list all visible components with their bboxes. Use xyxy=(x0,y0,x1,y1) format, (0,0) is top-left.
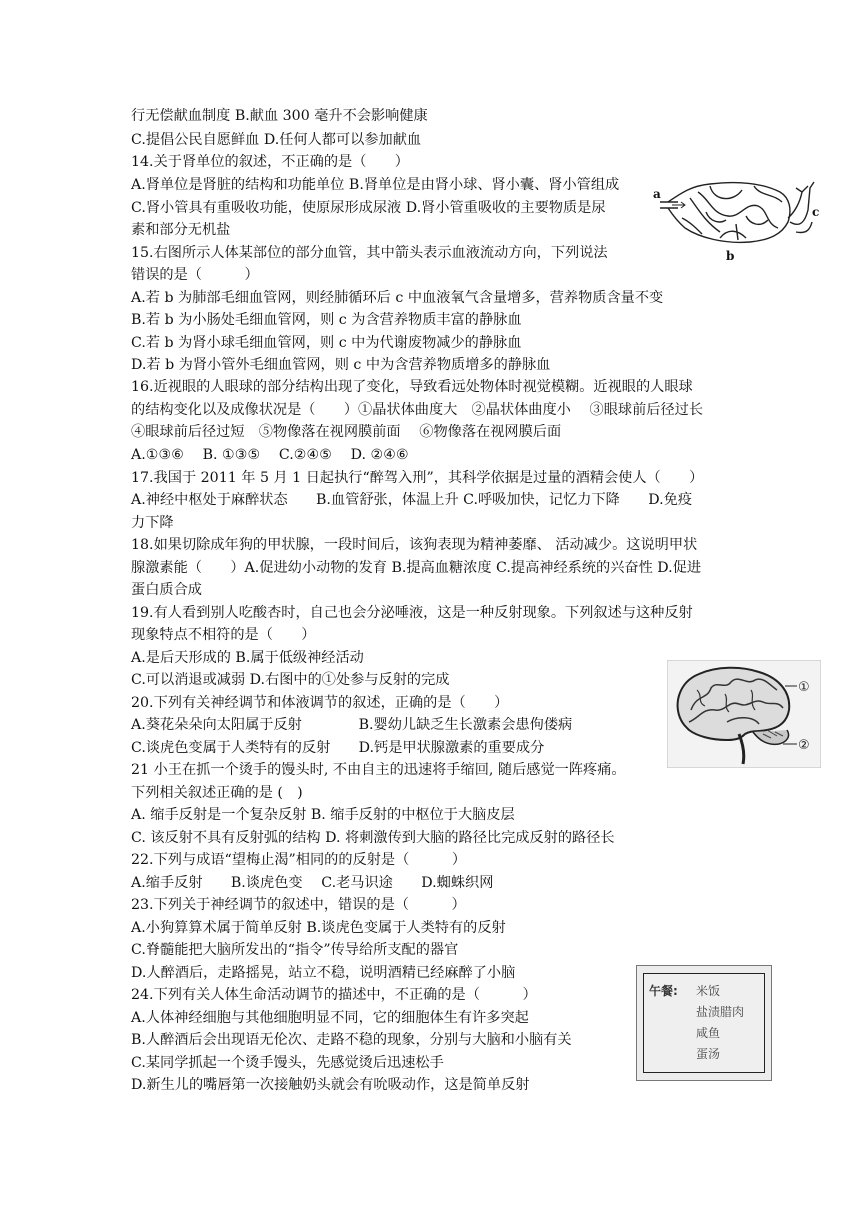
text-line: A.缩手反射 B.谈虎色变 C.老马识途 D.蜘蛛织网 xyxy=(131,875,494,891)
text-line: 15.右图所示人体某部位的部分血管，其中箭头表示血液流动方向，下列说法 xyxy=(131,245,608,261)
text-line: 23.下列关于神经调节的叙述中，错误的是（ ） xyxy=(131,897,466,913)
text-line: 蛋白质合成 xyxy=(131,582,202,598)
text-line: A.肾单位是肾脏的结构和功能单位 B.肾单位是由肾小球、肾小囊、肾小管组成 xyxy=(131,177,620,193)
text-line: 17.我国于 2011 年 5 月 1 日起执行“醉驾入刑”，其科学依据是过量的酒精会使人（ ） xyxy=(131,470,704,486)
text-line: 现象特点不相符的是（ ） xyxy=(131,627,316,643)
brain-figure xyxy=(667,660,821,768)
text-line: A.若 b 为肺部毛细血管网，则经肺循环后 c 中血液氧气含量增多，营养物质含量不变 xyxy=(131,290,664,306)
label-b: b xyxy=(726,249,735,263)
menu-item: 蛋汤 xyxy=(696,1047,721,1061)
lunch-menu-card xyxy=(643,973,765,1073)
text-line: A.是后天形成的 B.属于低级神经活动 xyxy=(131,650,364,666)
text-line: 16.近视眼的人眼球的部分结构出现了变化，导致看远处物体时视觉模糊。近视眼的人眼球 xyxy=(131,379,693,395)
text-line: C. 该反射不具有反射弧的结构 D. 将刺激传到大脑的路径比完成反射的路径长 xyxy=(131,830,615,846)
menu-item: 盐渍腊肉 xyxy=(696,1005,745,1019)
text-line: 行无偿献血制度 B.献血 300 毫升不会影响健康 xyxy=(131,108,428,124)
text-line: A.神经中枢处于麻醉状态 B.血管舒张，体温上升 C.呼吸加快，记忆力下降 D.免疫 xyxy=(131,492,693,508)
text-line: A.葵花朵朵向太阳属于反射 B.婴幼儿缺乏生长激素会患佝偻病 xyxy=(131,717,573,733)
text-line: 21 小王在抓一个烫手的馒头时, 不由自主的迅速将手缩回, 随后感觉一阵疼痛。 xyxy=(131,762,626,778)
text-line: 24.下列有关人体生命活动调节的描述中，不正确的是（ ） xyxy=(131,987,537,1003)
text-line: C.若 b 为肾小球毛细血管网，则 c 中为代谢废物减少的静脉血 xyxy=(131,335,522,351)
menu-heading: 午餐: xyxy=(649,984,678,998)
text-line: A.人体神经细胞与其他细胞明显不同，它的细胞体生有许多突起 xyxy=(131,1010,529,1026)
text-line: A. 缩手反射是一个复杂反射 B. 缩手反射的中枢位于大脑皮层 xyxy=(131,807,515,823)
text-line: A.①③⑥ B. ①③⑤ C.②④⑤ D. ②④⑥ xyxy=(131,447,409,463)
text-line: C.可以消退或减弱 D.右图中的①处参与反射的完成 xyxy=(131,672,450,688)
text-line: 20.下列有关神经调节和体液调节的叙述，正确的是（ ） xyxy=(131,695,509,711)
capillary-network-figure xyxy=(650,172,825,264)
text-line: 错误的是（ ） xyxy=(131,267,259,283)
text-line: A.小狗算算术属于简单反射 B.谈虎色变属于人类特有的反射 xyxy=(131,920,506,936)
text-line: D.人醉酒后，走路摇晃，站立不稳，说明酒精已经麻醉了小脑 xyxy=(131,965,516,981)
label-c: c xyxy=(812,205,820,219)
text-line: 22.下列与成语“望梅止渴”相同的的反射是（ ） xyxy=(131,852,467,868)
text-line: 力下降 xyxy=(131,515,174,531)
text-line: 14.关于肾单位的叙述，不正确的是（ ） xyxy=(131,154,409,170)
text-line: C.谈虎色变属于人类特有的反射 D.钙是甲状腺激素的重要成分 xyxy=(131,740,545,756)
text-line: C.肾小管具有重吸收功能，使原尿形成尿液 D.肾小管重吸收的主要物质是尿 xyxy=(131,200,606,216)
menu-item: 米饭 xyxy=(696,984,721,998)
brain-label-1: ① xyxy=(798,680,810,695)
text-line: C.提倡公民自愿鲜血 D.任何人都可以参加献血 xyxy=(131,132,422,148)
text-line: 的结构变化以及成像状况是（ ）①晶状体曲度大 ②晶状体曲度小 ③眼球前后径过长 xyxy=(131,402,704,418)
label-a: a xyxy=(653,187,661,201)
text-line: 素和部分无机盐 xyxy=(131,222,231,238)
text-line: 下列相关叙述正确的是 ( ) xyxy=(131,785,303,801)
text-line: ④眼球前后径过短 ⑤物像落在视网膜前面 ⑥物像落在视网膜后面 xyxy=(131,424,562,440)
text-line: B.若 b 为小肠处毛细血管网，则 c 为含营养物质丰富的静脉血 xyxy=(131,312,522,328)
brain-label-2: ② xyxy=(798,738,810,753)
menu-item: 咸鱼 xyxy=(696,1026,721,1040)
lunch-menu-figure xyxy=(636,965,772,1081)
text-line: C.某同学抓起一个烫手馒头，先感觉烫后迅速松手 xyxy=(131,1055,444,1071)
text-line: 腺激素能（ ）A.促进幼小动物的发育 B.提高血糖浓度 C.提高神经系统的兴奋性 D.促进 xyxy=(131,560,702,576)
text-line: D.若 b 为肾小管外毛细血管网，则 c 中为含营养物质增多的静脉血 xyxy=(131,357,551,373)
text-line: 19.有人看到别人吃酸杏时，自己也会分泌唾液，这是一种反射现象。下列叙述与这种反射 xyxy=(131,605,693,621)
text-line: C.脊髓能把大脑所发出的“指令”传导给所支配的器官 xyxy=(131,942,459,958)
text-line: D.新生儿的嘴唇第一次接触奶头就会有吮吸动作，这是简单反射 xyxy=(131,1077,530,1093)
text-line: B.人醉酒后会出现语无伦次、走路不稳的现象，分别与大脑和小脑有关 xyxy=(131,1032,572,1048)
text-line: 18.如果切除成年狗的甲状腺，一段时间后，该狗表现为精神萎靡、 活动减少。这说明甲状 xyxy=(131,537,698,553)
